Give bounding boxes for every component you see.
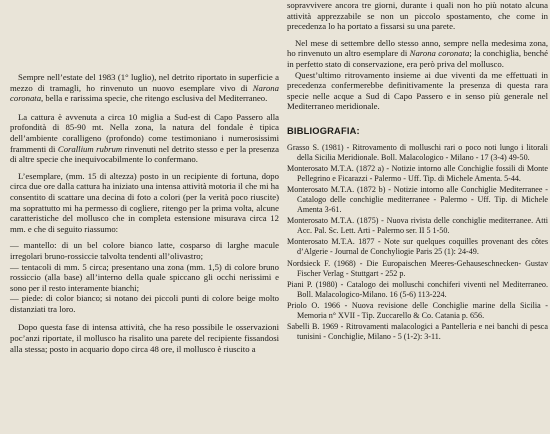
left-column <box>10 0 279 354</box>
bibliography-item: Monterosato M.T.A. (1872 a) - Notizie intorno alle Conchiglie fossili di Monte Pellegrino e Ficarazzi - Palermo - Uff. Tip. di Michele Amenta. 5-44. <box>287 163 548 183</box>
paragraph-3: L’esemplare, (mm. 15 di altezza) posto in un recipiente di fortuna, dopo circa due ore dalla cattura ha iniziato una intensa attività motoria il che mi ha consentito di scattare una decina di foto a colori (per la verità poco riuscite) ma soprattutto mi ha permesso di cogliere, ritengo per la prima volta, alcune caratteristiche del mollusco che in completa estensione misurava circa 12 mm. e che di seguito riassumo: <box>10 170 279 234</box>
list-item-piede: — piede: di color bianco; si notano dei piccoli punti di colore beige molto distanziati tra loro. <box>10 293 279 314</box>
bibliography-item: Monterosato M.T.A. 1877 - Note sur quelques coquilles provenant des côtes d’Algerie - Journal de Conchyliogie Paris 25 (1): 24-49. <box>287 237 548 257</box>
bibliography-item: Sabelli B. 1969 - Ritrovamenti malacologici a Pantelleria e nei banchi di pesca tunisini - Conchiglie, Milano - 5 (1-2): 3-11. <box>287 322 548 342</box>
bibliography-item: Piani P. (1980) - Catalogo dei molluschi conchiferi viventi nel Mediterraneo. Boll. Malacologico-Milano. 16 (5-6) 113-224. <box>287 279 548 299</box>
paragraph-2-text-a: La cattura è avvenuta a circa 10 miglia a Sud-est di Capo Passero alla profondità di 85-90 mt. Nella zona, la natura del fondale è tipica dell’ambiente coralligeno (profondo) come testimoniano i numerosissimi frammenti di <box>10 111 279 154</box>
paragraph-5: sopravvivere ancora tre giorni, durante i quali non ho più notato alcuna attività apprezzabile se non un piccolo spostamento, che come in precedenza lo ha portato a fissarsi su una parete. <box>287 0 548 32</box>
paragraph-1 <box>10 72 279 104</box>
paragraph-1-text-a: Sempre nell’estate del 1983 (1° luglio), nel detrito riportato in superficie a mezzo di tramagli, ho rinvenuto un nuovo esemplare vivo di <box>10 72 279 93</box>
bibliography-title: BIBLIOGRAFIA: <box>287 125 360 136</box>
bibliography-list <box>287 143 548 343</box>
paragraph-7: Quest’ultimo ritrovamento insieme ai due viventi da me effettuati in precedenza confermerebbe definitivamente la presenza di questa rara specie nelle acque a Sud di Capo Passero e in senso più generale nel Mediterraneo meridionale. <box>287 69 548 112</box>
paragraph-6 <box>287 38 548 70</box>
species-name-2: Narona coronata <box>409 48 470 59</box>
paragraph-4: Dopo questa fase di intensa attività, che ha reso possibile le osservazioni poc’anzi riportate, il mollusco ha risalito una parete del recipiente fissandosi alla stessa; posto in acquario dopo circa 48 ore, il mollusco è riuscito a <box>10 322 279 354</box>
paragraph-2-text-b: rinvenuti nel detrito stesso e per la presenza di altre specie che inequivocabilmente lo confermano. <box>10 143 279 165</box>
paragraph-2 <box>10 112 279 165</box>
list-item-tentacoli: — tentacoli di mm. 5 circa; presentano una zona (mm. 1,5) di colore bruno rossiccio (alla base) all’interno della quale spiccano gli occhi nerissimi e sono per il resto interamente bianchi; <box>10 261 279 293</box>
bibliography-item: Nordsieck F. (1968) - Die Europaischen Meeres-Gehauseschnecken- Gustav Fischer Verlag - Stuttgart - 252 p. <box>287 258 548 278</box>
paragraph-1-text-b: , bella e rarissima specie, che ritengo esclusiva del Mediterraneo. <box>41 93 268 104</box>
bibliography-item: Grasso S. (1981) - Ritrovamento di molluschi rari o poco noti lungo i litorali della Sicilia Meridionale. Boll. Malacologico - Milano - 17 (3-4) 49-50. <box>287 142 548 162</box>
bibliography-item: Priolo O. 1966 - Nuova revisione delle Conchiglie marine della Sicilia - Memoria n° XVII - Tip. Zuccarello & Co. Catania p. 656. <box>287 300 548 321</box>
paragraph-6-text-b: ; la conchiglia, benché in perfetto stato di conservazione, era però priva del mollusco. <box>287 48 549 69</box>
list-item-mantello: — mantello: di un bel colore bianco latte, cosparso di larghe macule irregolari bruno-rossiccie talvolta tendenti all’olivastro; <box>10 240 279 261</box>
paragraph-6-text-a: Nel mese di settembre dello stesso anno, sempre nella medesima zona, ho rinvenuto un altro esemplare di <box>287 37 548 59</box>
species-name: Narona coronata <box>10 82 279 104</box>
right-column <box>287 0 548 342</box>
bibliography-item: Monterosato M.T.A. (1875) - Nuova rivista delle conchiglie mediterranee. Atti Acc. Pal. Sc. Lett. Arti - Palermo ser. II 5 1-50. <box>287 216 548 236</box>
bibliography-item: Monterosato M.T.A. (1872 b) - Notizie intorno alle Conchiglie Mediterranee - Catalogo delle conchiglie mediterranee - Palermo - Uff. Tip. di Michele Amenta 3-61. <box>287 184 548 215</box>
coral-name: Corallium rubrum <box>57 143 123 154</box>
